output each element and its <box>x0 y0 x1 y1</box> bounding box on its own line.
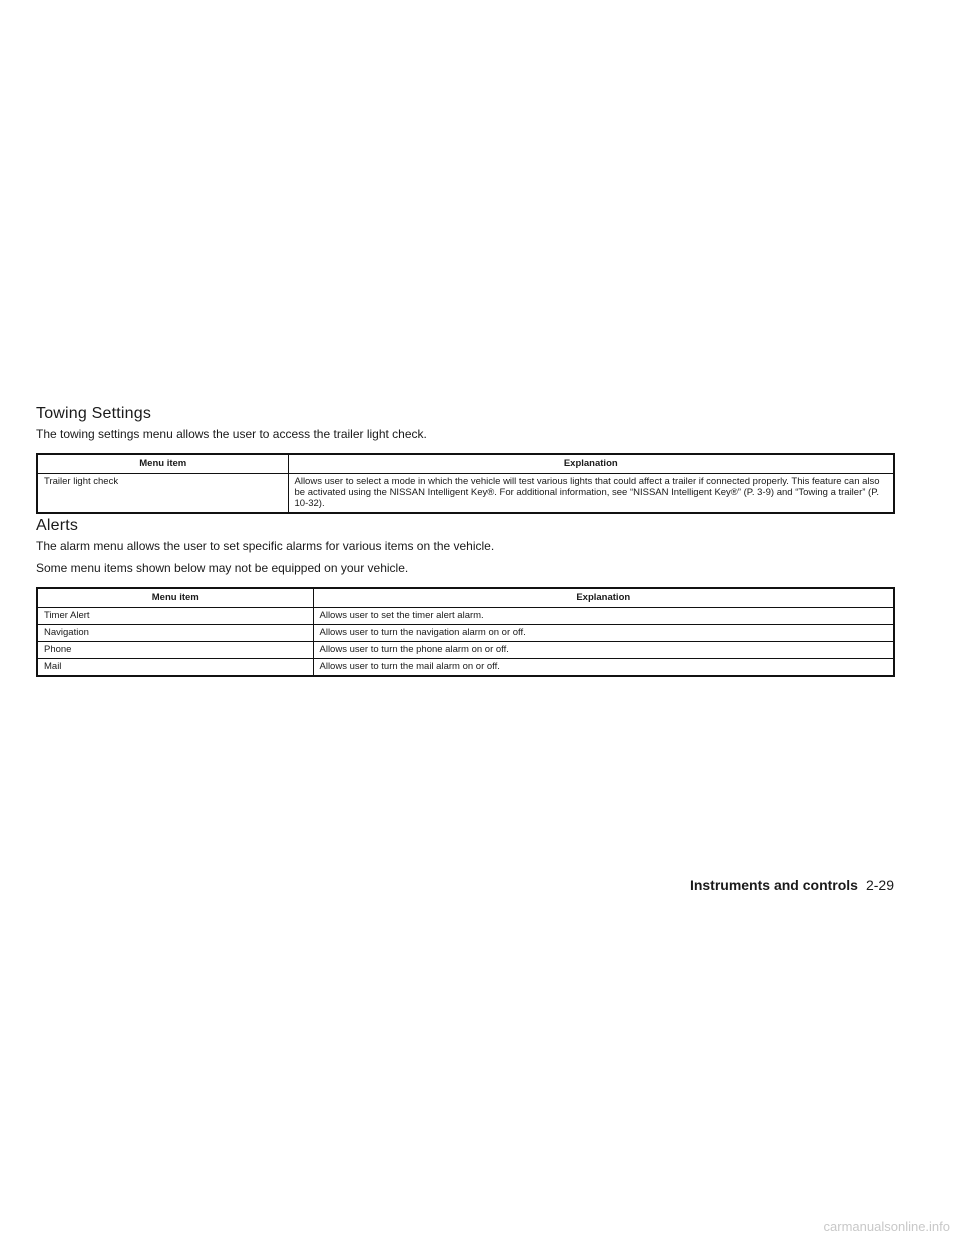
column-header-explanation: Explanation <box>288 454 894 474</box>
towing-heading: Towing Settings <box>36 405 152 422</box>
column-header-menu-item: Menu item <box>37 454 288 474</box>
table-row <box>37 608 894 625</box>
table-row <box>37 642 894 659</box>
alerts-section <box>36 516 895 677</box>
explanation-cell: Allows user to set the timer alert alarm. <box>313 608 894 625</box>
column-header-menu-item: Menu item <box>37 588 313 608</box>
alerts-heading: Alerts <box>36 517 79 534</box>
explanation-cell: Allows user to turn the phone alarm on or off. <box>313 642 894 659</box>
towing-intro: The towing settings menu allows the user to access the trailer light check. <box>36 427 427 441</box>
towing-section <box>36 404 895 514</box>
alerts-note: Some menu items shown below may not be equipped on your vehicle. <box>36 561 409 575</box>
watermark-text: carmanualsonline.info <box>823 1219 950 1234</box>
table-header-row <box>37 454 894 474</box>
table-row <box>37 625 894 642</box>
column-header-explanation: Explanation <box>313 588 894 608</box>
explanation-cell: Allows user to select a mode in which the vehicle will test various lights that could affect a trailer if connected properly. This feature can also be activated using the NISSAN Intelligent Key®. For additional information, see “NISSAN Intelligent Key®” (P. 3-9) and “Towing a trailer” (P. 10-32). <box>288 474 894 514</box>
alerts-table <box>36 587 895 677</box>
explanation-cell: Allows user to turn the navigation alarm on or off. <box>313 625 894 642</box>
menu-item-cell: Trailer light check <box>37 474 288 514</box>
page-footer <box>690 876 894 894</box>
page-number: 2-29 <box>865 877 894 893</box>
chapter-title: Instruments and controls <box>689 877 858 893</box>
menu-item-cell: Phone <box>37 642 313 659</box>
menu-item-cell: Navigation <box>37 625 313 642</box>
menu-item-cell: Timer Alert <box>37 608 313 625</box>
table-row <box>37 474 894 514</box>
towing-table <box>36 453 895 514</box>
table-row <box>37 659 894 677</box>
menu-item-cell: Mail <box>37 659 313 677</box>
explanation-cell: Allows user to turn the mail alarm on or off. <box>313 659 894 677</box>
table-header-row <box>37 588 894 608</box>
alerts-intro: The alarm menu allows the user to set specific alarms for various items on the vehicle. <box>36 539 495 553</box>
